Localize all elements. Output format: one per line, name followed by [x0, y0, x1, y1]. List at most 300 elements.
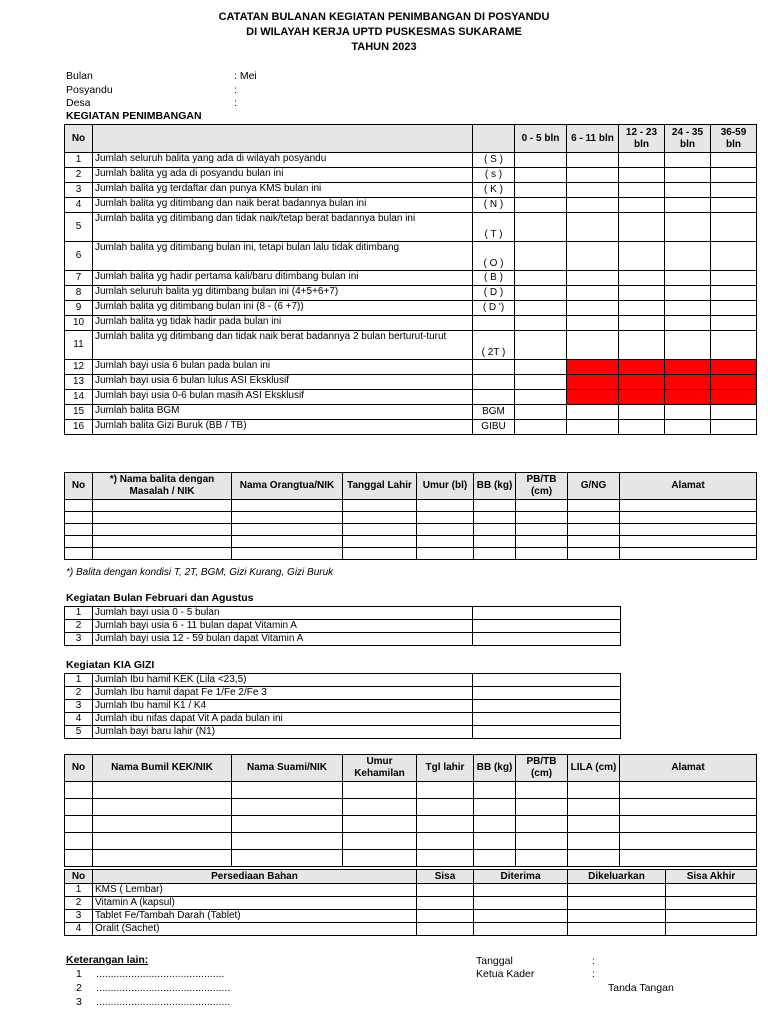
data-cell	[665, 301, 711, 316]
list-item	[65, 674, 621, 687]
table-row	[65, 512, 757, 524]
data-cell	[473, 713, 621, 726]
empty-cell	[232, 782, 343, 799]
data-cell	[619, 168, 665, 183]
empty-cell	[474, 850, 516, 867]
col-header: BB (kg)	[474, 755, 516, 782]
empty-cell	[417, 799, 474, 816]
title-line-2: DI WILAYAH KERJA UPTD PUSKESMAS SUKARAME	[246, 26, 522, 38]
feb-agustus-table	[64, 606, 621, 646]
row-code: ( D ')	[473, 301, 515, 316]
row-number: 1	[65, 674, 93, 687]
list-item	[65, 713, 621, 726]
data-cell	[666, 923, 757, 936]
data-cell	[619, 331, 665, 360]
data-cell	[417, 897, 474, 910]
keterangan-item-number: 1	[76, 968, 82, 980]
data-cell	[711, 271, 757, 286]
data-cell	[473, 700, 621, 713]
data-cell	[567, 360, 619, 375]
data-cell	[711, 390, 757, 405]
empty-cell	[343, 799, 417, 816]
list-item	[65, 687, 621, 700]
empty-cell	[417, 536, 474, 548]
list-item	[65, 620, 621, 633]
data-cell	[711, 213, 757, 242]
data-cell	[568, 884, 666, 897]
keterangan-item-dots: ..............................................	[96, 982, 231, 994]
data-cell	[417, 923, 474, 936]
row-description: Jumlah seluruh balita yg ditimbang bulan ini (4+5+6+7)	[93, 286, 473, 301]
col-header: Nama Suami/NIK	[232, 755, 343, 782]
table-row	[65, 375, 757, 390]
row-description: Jumlah balita yg ditimbang bulan ini, tetapi bulan lalu tidak ditimbang	[93, 242, 473, 271]
empty-cell	[93, 548, 232, 560]
row-code: BGM	[473, 405, 515, 420]
row-code: ( K )	[473, 183, 515, 198]
list-item	[65, 633, 621, 646]
row-code: ( s )	[473, 168, 515, 183]
feb-agustus-title: Kegiatan Bulan Februari dan Agustus	[66, 592, 254, 604]
row-code: GIBU	[473, 420, 515, 435]
col-header-item	[93, 125, 473, 153]
bumil-table	[64, 754, 757, 867]
list-item	[65, 607, 621, 620]
data-cell	[619, 183, 665, 198]
col-header: G/NG	[568, 473, 620, 500]
empty-cell	[474, 524, 516, 536]
data-cell	[515, 286, 567, 301]
row-number: 2	[65, 897, 93, 910]
row-number: 1	[65, 153, 93, 168]
empty-cell	[65, 536, 93, 548]
empty-cell	[65, 524, 93, 536]
table-row	[65, 183, 757, 198]
empty-cell	[474, 536, 516, 548]
table-row	[65, 524, 757, 536]
table-row	[65, 420, 757, 435]
data-cell	[515, 271, 567, 286]
row-code: ( D )	[473, 286, 515, 301]
empty-cell	[93, 536, 232, 548]
data-cell	[711, 405, 757, 420]
table-row	[65, 390, 757, 405]
table-row	[65, 782, 757, 799]
row-description: Jumlah bayi usia 0-6 bulan masih ASI Eksklusif	[93, 390, 473, 405]
keterangan-label: Keterangan lain:	[66, 954, 149, 966]
table-row	[65, 536, 757, 548]
col-header: Diterima	[474, 870, 568, 884]
data-cell	[567, 198, 619, 213]
keterangan-item-number: 3	[76, 996, 82, 1008]
row-description: Jumlah bayi baru lahir (N1)	[93, 726, 473, 739]
table-row	[65, 833, 757, 850]
table-row	[65, 168, 757, 183]
empty-cell	[93, 782, 232, 799]
row-description: Vitamin A (kapsul)	[93, 897, 417, 910]
row-number: 7	[65, 271, 93, 286]
empty-cell	[343, 500, 417, 512]
row-code: ( 2T )	[473, 331, 515, 360]
data-cell	[665, 360, 711, 375]
row-description: Jumlah balita yg ditimbang dan tidak naik/tetap berat badannya bulan ini	[93, 213, 473, 242]
empty-cell	[65, 799, 93, 816]
row-description: Jumlah bayi usia 12 - 59 bulan dapat Vitamin A	[93, 633, 473, 646]
row-description: Jumlah seluruh balita yang ada di wilayah posyandu	[93, 153, 473, 168]
empty-cell	[417, 524, 474, 536]
data-cell	[567, 168, 619, 183]
keterangan-item-dots: ..............................................	[96, 996, 231, 1008]
data-cell	[665, 420, 711, 435]
empty-cell	[232, 850, 343, 867]
empty-cell	[232, 512, 343, 524]
empty-cell	[65, 548, 93, 560]
col-header: LILA (cm)	[568, 755, 620, 782]
data-cell	[619, 198, 665, 213]
empty-cell	[568, 782, 620, 799]
row-number: 4	[65, 923, 93, 936]
row-description: Jumlah balita yg ditimbang dan naik berat badannya bulan ini	[93, 198, 473, 213]
col-header-no: No	[65, 125, 93, 153]
row-number: 9	[65, 301, 93, 316]
row-number: 5	[65, 213, 93, 242]
list-item	[65, 700, 621, 713]
data-cell	[515, 301, 567, 316]
section-title-penimbangan: KEGIATAN PENIMBANGAN	[66, 110, 202, 122]
col-header: No	[65, 473, 93, 500]
empty-cell	[474, 512, 516, 524]
row-description: KMS ( Lembar)	[93, 884, 417, 897]
kia-gizi-title: Kegiatan KIA GIZI	[66, 659, 155, 671]
data-cell	[567, 271, 619, 286]
empty-cell	[568, 850, 620, 867]
empty-cell	[568, 536, 620, 548]
empty-cell	[568, 512, 620, 524]
col-header: BB (kg)	[474, 473, 516, 500]
data-cell	[473, 674, 621, 687]
col-header: *) Nama balita dengan Masalah / NIK	[93, 473, 232, 500]
table-row	[65, 816, 757, 833]
empty-cell	[417, 816, 474, 833]
col-header: PB/TB (cm)	[516, 473, 568, 500]
empty-cell	[232, 548, 343, 560]
table-row	[65, 405, 757, 420]
empty-cell	[620, 833, 757, 850]
data-cell	[473, 633, 621, 646]
data-cell	[665, 153, 711, 168]
empty-cell	[93, 833, 232, 850]
data-cell	[665, 183, 711, 198]
data-cell	[567, 286, 619, 301]
data-cell	[515, 331, 567, 360]
row-description: Jumlah ibu nifas dapat Vit A pada bulan ini	[93, 713, 473, 726]
data-cell	[515, 390, 567, 405]
row-description: Jumlah balita yg tidak hadir pada bulan ini	[93, 316, 473, 331]
row-description: Jumlah balita yg hadir pertama kali/baru ditimbang bulan ini	[93, 271, 473, 286]
row-number: 15	[65, 405, 93, 420]
row-description: Jumlah bayi usia 6 bulan pada bulan ini	[93, 360, 473, 375]
list-item	[65, 910, 757, 923]
data-cell	[665, 286, 711, 301]
list-item	[65, 884, 757, 897]
empty-cell	[620, 816, 757, 833]
data-cell	[666, 910, 757, 923]
data-cell	[711, 301, 757, 316]
empty-cell	[232, 524, 343, 536]
posyandu-label: Posyandu	[66, 84, 113, 96]
col-header: Nama Orangtua/NIK	[232, 473, 343, 500]
data-cell	[619, 301, 665, 316]
data-cell	[619, 405, 665, 420]
row-code	[473, 316, 515, 331]
row-code: ( B )	[473, 271, 515, 286]
kia-gizi-table	[64, 673, 621, 739]
data-cell	[619, 242, 665, 271]
row-number: 3	[65, 633, 93, 646]
col-header: Umur (bl)	[417, 473, 474, 500]
empty-cell	[93, 524, 232, 536]
col-header-code	[473, 125, 515, 153]
empty-cell	[516, 799, 568, 816]
data-cell	[665, 198, 711, 213]
data-cell	[665, 242, 711, 271]
empty-cell	[343, 850, 417, 867]
col-header: Tanggal Lahir	[343, 473, 417, 500]
row-description: Jumlah balita BGM	[93, 405, 473, 420]
table-row	[65, 548, 757, 560]
empty-cell	[516, 833, 568, 850]
empty-cell	[93, 816, 232, 833]
table-row	[65, 331, 757, 360]
data-cell	[567, 213, 619, 242]
col-header: Sisa	[417, 870, 474, 884]
row-description: Tablet Fe/Tambah Darah (Tablet)	[93, 910, 417, 923]
empty-cell	[417, 782, 474, 799]
empty-cell	[568, 816, 620, 833]
empty-cell	[417, 850, 474, 867]
row-description: Jumlah balita yg ditimbang bulan ini (8 - (6 +7))	[93, 301, 473, 316]
empty-cell	[516, 548, 568, 560]
data-cell	[619, 420, 665, 435]
data-cell	[473, 687, 621, 700]
data-cell	[619, 316, 665, 331]
empty-cell	[417, 512, 474, 524]
list-item	[65, 726, 621, 739]
row-code: ( O )	[473, 242, 515, 271]
data-cell	[473, 607, 621, 620]
empty-cell	[620, 524, 757, 536]
empty-cell	[343, 536, 417, 548]
empty-cell	[65, 782, 93, 799]
data-cell	[567, 301, 619, 316]
row-description: Jumlah balita Gizi Buruk (BB / TB)	[93, 420, 473, 435]
table-row	[65, 153, 757, 168]
data-cell	[567, 153, 619, 168]
table-row	[65, 198, 757, 213]
data-cell	[711, 420, 757, 435]
empty-cell	[343, 816, 417, 833]
empty-cell	[620, 512, 757, 524]
row-number: 2	[65, 620, 93, 633]
empty-cell	[516, 782, 568, 799]
data-cell	[711, 168, 757, 183]
empty-cell	[516, 850, 568, 867]
empty-cell	[474, 816, 516, 833]
desa-value: :	[234, 97, 237, 109]
empty-cell	[232, 500, 343, 512]
empty-cell	[516, 816, 568, 833]
col-header: Persediaan Bahan	[93, 870, 417, 884]
row-code: ( T )	[473, 213, 515, 242]
data-cell	[567, 420, 619, 435]
data-cell	[568, 923, 666, 936]
data-cell	[619, 286, 665, 301]
list-item	[65, 897, 757, 910]
empty-cell	[474, 548, 516, 560]
row-number: 14	[65, 390, 93, 405]
empty-cell	[93, 850, 232, 867]
row-number: 3	[65, 700, 93, 713]
data-cell	[515, 420, 567, 435]
data-cell	[567, 405, 619, 420]
data-cell	[665, 271, 711, 286]
table-row	[65, 850, 757, 867]
data-cell	[567, 375, 619, 390]
data-cell	[711, 316, 757, 331]
row-description: Jumlah bayi usia 0 - 5 bulan	[93, 607, 473, 620]
bulan-label: Bulan	[66, 70, 93, 82]
empty-cell	[93, 799, 232, 816]
col-header: Dikeluarkan	[568, 870, 666, 884]
title-line-1: CATATAN BULANAN KEGIATAN PENIMBANGAN DI POSYANDU	[218, 11, 550, 23]
empty-cell	[232, 833, 343, 850]
row-description: Jumlah bayi usia 6 bulan lulus ASI Eksklusif	[93, 375, 473, 390]
row-description: Jumlah balita yg ditimbang dan tidak naik berat badannya 2 bulan berturut-turut	[93, 331, 473, 360]
col-header-6-11: 6 - 11 bln	[567, 125, 619, 153]
tanda-tangan-label: Tanda Tangan	[608, 982, 674, 994]
data-cell	[665, 331, 711, 360]
empty-cell	[516, 512, 568, 524]
row-number: 11	[65, 331, 93, 360]
data-cell	[567, 316, 619, 331]
keterangan-item-dots: ............................................	[96, 968, 225, 980]
empty-cell	[343, 512, 417, 524]
empty-cell	[65, 500, 93, 512]
ketua-kader-colon: :	[592, 968, 595, 980]
empty-cell	[65, 833, 93, 850]
data-cell	[665, 405, 711, 420]
empty-cell	[568, 548, 620, 560]
col-header: Tgl lahir	[417, 755, 474, 782]
data-cell	[515, 198, 567, 213]
data-cell	[665, 390, 711, 405]
persediaan-table	[64, 869, 757, 936]
table-row	[65, 316, 757, 331]
data-cell	[567, 183, 619, 198]
empty-cell	[474, 782, 516, 799]
empty-cell	[516, 524, 568, 536]
row-code	[473, 390, 515, 405]
empty-cell	[65, 850, 93, 867]
empty-cell	[343, 782, 417, 799]
empty-cell	[93, 512, 232, 524]
row-number: 5	[65, 726, 93, 739]
keterangan-item-number: 2	[76, 982, 82, 994]
row-code	[473, 375, 515, 390]
empty-cell	[474, 799, 516, 816]
empty-cell	[417, 548, 474, 560]
empty-cell	[620, 548, 757, 560]
data-cell	[665, 213, 711, 242]
data-cell	[567, 390, 619, 405]
col-header-0-5: 0 - 5 bln	[515, 125, 567, 153]
tanggal-label: Tanggal	[476, 955, 513, 967]
data-cell	[417, 884, 474, 897]
data-cell	[473, 620, 621, 633]
empty-cell	[232, 816, 343, 833]
row-code: ( N )	[473, 198, 515, 213]
empty-cell	[568, 833, 620, 850]
data-cell	[711, 375, 757, 390]
balita-masalah-table	[64, 472, 757, 560]
data-cell	[567, 331, 619, 360]
data-cell	[711, 153, 757, 168]
empty-cell	[620, 536, 757, 548]
row-description: Jumlah balita yg ada di posyandu bulan ini	[93, 168, 473, 183]
row-number: 10	[65, 316, 93, 331]
row-number: 2	[65, 168, 93, 183]
row-number: 2	[65, 687, 93, 700]
data-cell	[417, 910, 474, 923]
col-header: Umur Kehamilan	[343, 755, 417, 782]
data-cell	[568, 897, 666, 910]
col-header: No	[65, 755, 93, 782]
table-row	[65, 500, 757, 512]
data-cell	[515, 183, 567, 198]
empty-cell	[417, 833, 474, 850]
empty-cell	[232, 536, 343, 548]
col-header-36-59: 36-59 bln	[711, 125, 757, 153]
data-cell	[474, 923, 568, 936]
empty-cell	[343, 524, 417, 536]
empty-cell	[568, 500, 620, 512]
empty-cell	[620, 850, 757, 867]
data-cell	[515, 405, 567, 420]
row-description: Jumlah Ibu hamil K1 / K4	[93, 700, 473, 713]
desa-label: Desa	[66, 97, 91, 109]
data-cell	[665, 316, 711, 331]
row-description: Jumlah bayi usia 6 - 11 bulan dapat Vitamin A	[93, 620, 473, 633]
table-row	[65, 271, 757, 286]
col-header-12-23: 12 - 23 bln	[619, 125, 665, 153]
row-number: 16	[65, 420, 93, 435]
tanggal-colon: :	[592, 955, 595, 967]
row-number: 4	[65, 713, 93, 726]
empty-cell	[417, 500, 474, 512]
empty-cell	[620, 500, 757, 512]
empty-cell	[93, 500, 232, 512]
empty-cell	[568, 524, 620, 536]
data-cell	[666, 897, 757, 910]
data-cell	[665, 375, 711, 390]
row-number: 6	[65, 242, 93, 271]
data-cell	[711, 331, 757, 360]
col-header: Alamat	[620, 755, 757, 782]
row-code	[473, 360, 515, 375]
data-cell	[515, 153, 567, 168]
data-cell	[711, 198, 757, 213]
table-row	[65, 213, 757, 242]
